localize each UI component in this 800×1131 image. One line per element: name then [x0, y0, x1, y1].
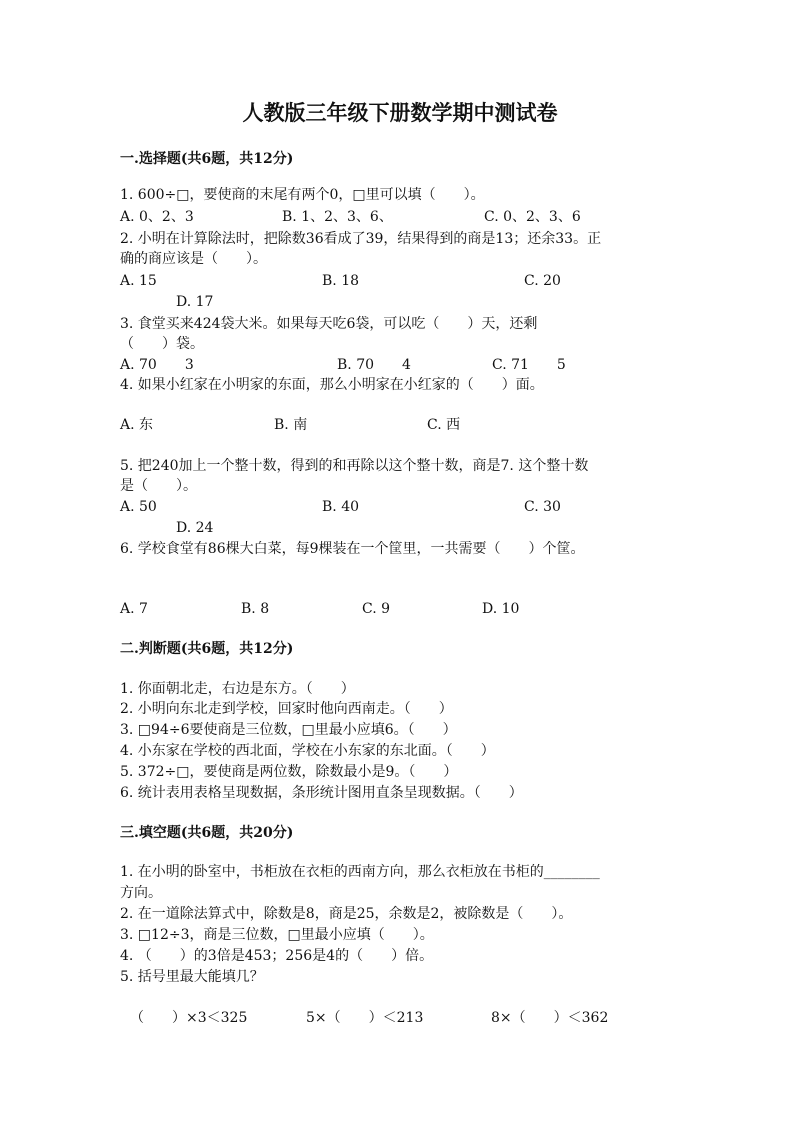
option-a: A. 0、2、3	[120, 209, 194, 225]
option-b: B. 8	[241, 601, 270, 617]
question-line: 1. 在小明的卧室中，书柜放在衣柜的西南方向，那么衣柜放在书柜的________	[120, 864, 600, 880]
question-line: 5. 括号里最大能填几？	[120, 969, 264, 985]
option-a: A. 70 3	[120, 357, 194, 373]
option-c: C. 20	[524, 273, 561, 289]
question-line: 2. 小明向东北走到学校，回家时他向西南走。（ ）	[120, 701, 453, 717]
section-heading-choice: 一.选择题(共6题，共12分)	[120, 151, 294, 167]
option-d: D. 10	[482, 601, 520, 617]
option-b: B. 40	[322, 499, 360, 515]
option-a: A. 50	[120, 499, 157, 515]
question-line: 5. 把240加上一个整十数，得到的和再除以这个整十数，商是7. 这个整十数	[120, 458, 589, 474]
section-heading-judgment: 二.判断题(共6题，共12分)	[120, 641, 294, 657]
question-line: 3. □12÷3，商是三位数，□里最小应填（ ）。	[120, 927, 434, 943]
inequality-item: 5×（ ）＜213	[306, 1010, 424, 1026]
option-c: C. 0、2、3、6	[484, 209, 581, 225]
section-heading-fill: 三.填空题(共6题，共20分)	[120, 825, 294, 841]
option-b: B. 南	[274, 417, 308, 433]
option-b: B. 1、2、3、6、	[282, 209, 393, 225]
question-line: 5. 372÷□，要使商是两位数，除数最小是9。（ ）	[120, 764, 458, 780]
question-line: 2. 小明在计算除法时，把除数36看成了39，结果得到的商是13；还余33。正	[120, 231, 602, 247]
question-line: 是（ ）。	[120, 478, 197, 494]
option-b: B. 18	[322, 273, 360, 289]
question-line: 1. 你面朝北走，右边是东方。（ ）	[120, 681, 355, 697]
option-a: A. 7	[120, 601, 148, 617]
option-d: D. 17	[176, 294, 214, 310]
question-line: 4. 小东家在学校的西北面，学校在小东家的东北面。（ ）	[120, 743, 495, 759]
question-line: 6. 学校食堂有86棵大白菜，每9棵装在一个筐里，一共需要（ ）个筐。	[120, 541, 585, 557]
option-a: A. 东	[120, 417, 154, 433]
option-c: C. 30	[524, 499, 561, 515]
option-c: C. 9	[362, 601, 391, 617]
inequality-item: 8×（ ）＜362	[491, 1010, 609, 1026]
question-line: 4. 如果小红家在小明家的东面，那么小明家在小红家的（ ）面。	[120, 377, 544, 393]
question-line: 2. 在一道除法算式中，除数是8，商是25，余数是2，被除数是（ ）。	[120, 906, 573, 922]
question-line: 确的商应该是（ ）。	[120, 251, 267, 267]
question-line: 方向。	[120, 885, 162, 901]
question-line: 3. 食堂买来424袋大米。如果每天吃6袋，可以吃（ ）天，还剩	[120, 316, 538, 332]
inequality-item: （ ）×3＜325	[130, 1010, 248, 1026]
page-title: 人教版三年级下册数学期中测试卷	[242, 100, 558, 125]
question-line: 3. □94÷6要使商是三位数，□里最小应填6。（ ）	[120, 722, 457, 738]
question-line: 4. （ ）的3倍是453；256是4的（ ）倍。	[120, 948, 434, 964]
option-d: D. 24	[176, 520, 214, 536]
question-line: （ ）袋。	[120, 336, 204, 352]
option-b: B. 70 4	[337, 357, 411, 373]
option-c: C. 西	[427, 417, 461, 433]
option-c: C. 71 5	[492, 357, 566, 373]
question-line: 6. 统计表用表格呈现数据，条形统计图用直条呈现数据。（ ）	[120, 785, 523, 801]
question-line: 1. 600÷□，要使商的末尾有两个0，□里可以填（ ）。	[120, 187, 485, 203]
option-a: A. 15	[120, 273, 157, 289]
